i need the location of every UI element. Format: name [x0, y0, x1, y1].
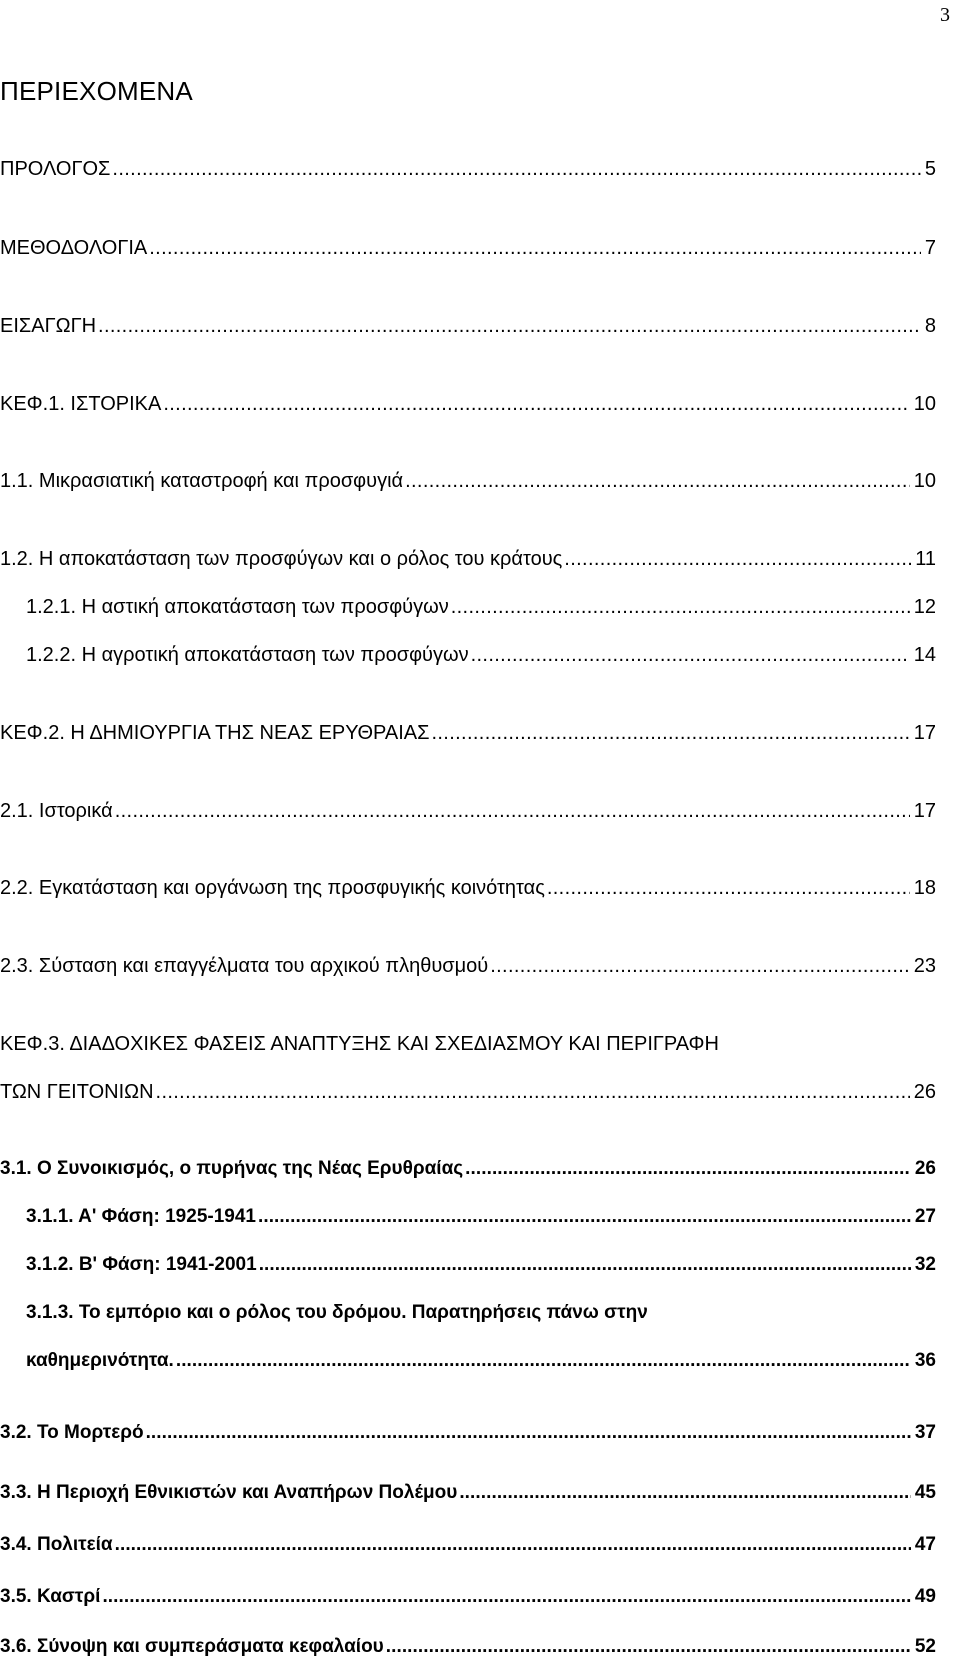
toc-entry-prologue[interactable]: [0, 154, 936, 184]
toc-leader-dots: [98, 311, 921, 341]
toc-entry-3-1-3-line1[interactable]: 3.1.3. Το εμπόριο και ο ρόλος του δρόμου. Παρατηρήσεις πάνω στην: [26, 1302, 648, 1323]
toc-leader-dots: [564, 544, 911, 574]
toc-leader-dots: [146, 1418, 911, 1448]
toc-entry-title: 3.1.1. Α' Φάση: 1925-1941: [26, 1206, 256, 1227]
toc-entry-page: 36: [914, 1350, 936, 1371]
toc-leader-dots: [431, 718, 909, 748]
toc-leader-dots: [386, 1632, 911, 1662]
toc-entry-title: ΕΙΣΑΓΩΓΗ: [0, 315, 97, 337]
toc-entry-3-4[interactable]: [0, 1530, 936, 1560]
toc-entry-page: 45: [914, 1482, 936, 1503]
toc-entry-title: 1.2.2. Η αγροτική αποκατάσταση των προσφύγων: [26, 644, 469, 666]
page-title: ΠΕΡΙΕΧΟΜΕΝΑ: [0, 76, 193, 106]
toc-entry-chapter-3-line1[interactable]: ΚΕΦ.3. ΔΙΑΔΟΧΙΚΕΣ ΦΑΣΕΙΣ ΑΝΑΠΤΥΞΗΣ ΚΑΙ ΣΧΕΔΙΑΣΜΟΥ ΚΑΙ ΠΕΡΙΓΡΑΦΗ: [0, 1033, 719, 1055]
toc-entry-page: 49: [914, 1586, 936, 1607]
toc-leader-dots: [149, 233, 921, 263]
toc-entry-page: 5: [924, 158, 936, 180]
toc-leader-dots: [471, 640, 910, 670]
toc-entry-title: ΜΕΘΟΔΟΛΟΓΙΑ: [0, 237, 148, 259]
toc-entry-title: 3.1.2. Β' Φάση: 1941-2001: [26, 1254, 257, 1275]
toc-leader-dots: [405, 466, 910, 496]
toc-entry-1-2-2[interactable]: [26, 640, 936, 670]
toc-entry-2-2[interactable]: [0, 873, 936, 903]
toc-entry-title: 3.6. Σύνοψη και συμπεράσματα κεφαλαίου: [0, 1636, 384, 1657]
toc-entry-title: 1.2. Η αποκατάσταση των προσφύγων και ο ρόλος του κράτους: [0, 548, 563, 570]
toc-entry-chapter-3[interactable]: [0, 1077, 936, 1107]
toc-entry-page: 14: [913, 644, 936, 666]
toc-entry-1-1[interactable]: [0, 466, 936, 496]
toc-entry-page: 27: [914, 1206, 936, 1227]
toc-entry-title: ΚΕΦ.1. ΙΣΤΟΡΙΚΑ: [0, 393, 162, 415]
toc-leader-dots: [176, 1346, 911, 1376]
toc-leader-dots: [259, 1250, 911, 1280]
toc-entry-methodology[interactable]: [0, 233, 936, 263]
toc-entry-page: 32: [914, 1254, 936, 1275]
toc-entry-3-1[interactable]: [0, 1154, 936, 1184]
toc-entry-page: 8: [924, 315, 936, 337]
toc-entry-title: 1.1. Μικρασιατική καταστροφή και προσφυγιά: [0, 470, 404, 492]
toc-entry-page: 17: [913, 800, 936, 822]
page-number: 3: [940, 4, 950, 26]
toc-entry-3-2[interactable]: [0, 1418, 936, 1448]
toc-entry-1-2[interactable]: [0, 544, 936, 574]
toc-entry-title: καθημερινότητα.: [26, 1350, 174, 1371]
toc-entry-page: 11: [915, 548, 936, 570]
toc-entry-page: 17: [913, 722, 936, 744]
toc-entry-3-1-2[interactable]: [26, 1250, 936, 1280]
toc-leader-dots: [115, 796, 910, 826]
toc-entry-page: 23: [913, 955, 936, 977]
toc-entry-introduction[interactable]: [0, 311, 936, 341]
toc-entry-title: 3.2. Το Μορτερό: [0, 1422, 144, 1443]
toc-entry-3-1-1[interactable]: [26, 1202, 936, 1232]
toc-leader-dots: [451, 592, 910, 622]
toc-leader-dots: [465, 1154, 911, 1184]
toc-entry-page: 10: [913, 470, 936, 492]
toc-entry-1-2-1[interactable]: [26, 592, 936, 622]
toc-entry-3-3[interactable]: [0, 1478, 936, 1508]
toc-entry-3-5[interactable]: [0, 1582, 936, 1612]
toc-entry-title: 3.1. Ο Συνοικισμός, ο πυρήνας της Νέας Ερυθραίας: [0, 1158, 464, 1179]
toc-leader-dots: [459, 1478, 911, 1508]
toc-entry-title: ΤΩΝ ΓΕΙΤΟΝΙΩΝ: [0, 1081, 154, 1103]
toc-entry-title: 2.3. Σύσταση και επαγγέλματα του αρχικού πληθυσμού: [0, 955, 489, 977]
toc-entry-title: 3.4. Πολιτεία: [0, 1534, 113, 1555]
toc-entry-3-1-3[interactable]: [26, 1346, 936, 1376]
toc-entry-2-1[interactable]: [0, 796, 936, 826]
toc-entry-2-3[interactable]: [0, 951, 936, 981]
toc-entry-page: 37: [914, 1422, 936, 1443]
toc-leader-dots: [115, 1530, 911, 1560]
toc-entry-3-6[interactable]: [0, 1632, 936, 1662]
toc-leader-dots: [258, 1202, 911, 1232]
toc-entry-page: 7: [924, 237, 936, 259]
toc-leader-dots: [156, 1077, 910, 1107]
toc-leader-dots: [490, 951, 910, 981]
toc-entry-page: 47: [914, 1534, 936, 1555]
toc-entry-page: 10: [913, 393, 936, 415]
toc-entry-title: 3.3. Η Περιοχή Εθνικιστών και Αναπήρων Πολέμου: [0, 1482, 458, 1503]
toc-entry-chapter-1[interactable]: [0, 389, 936, 419]
toc-entry-title: ΠΡΟΛΟΓΟΣ: [0, 158, 111, 180]
toc-entry-title: ΚΕΦ.2. Η ΔΗΜΙΟΥΡΓΙΑ ΤΗΣ ΝΕΑΣ ΕΡΥΘΡΑΙΑΣ: [0, 722, 430, 744]
toc-leader-dots: [112, 154, 920, 184]
toc-entry-title: 1.2.1. Η αστική αποκατάσταση των προσφύγων: [26, 596, 449, 618]
toc-leader-dots: [163, 389, 909, 419]
toc-leader-dots: [547, 873, 910, 903]
toc-entry-title: 2.1. Ιστορικά: [0, 800, 113, 822]
toc-entry-page: 18: [913, 877, 936, 899]
toc-leader-dots: [102, 1582, 910, 1612]
toc-entry-page: 52: [914, 1636, 936, 1657]
toc-entry-page: 12: [913, 596, 936, 618]
toc-entry-chapter-2[interactable]: [0, 718, 936, 748]
toc-entry-title: 2.2. Εγκατάσταση και οργάνωση της προσφυγικής κοινότητας: [0, 877, 545, 899]
toc-entry-page: 26: [914, 1158, 936, 1179]
toc-entry-title: 3.5. Καστρί: [0, 1586, 101, 1607]
toc-entry-page: 26: [913, 1081, 936, 1103]
